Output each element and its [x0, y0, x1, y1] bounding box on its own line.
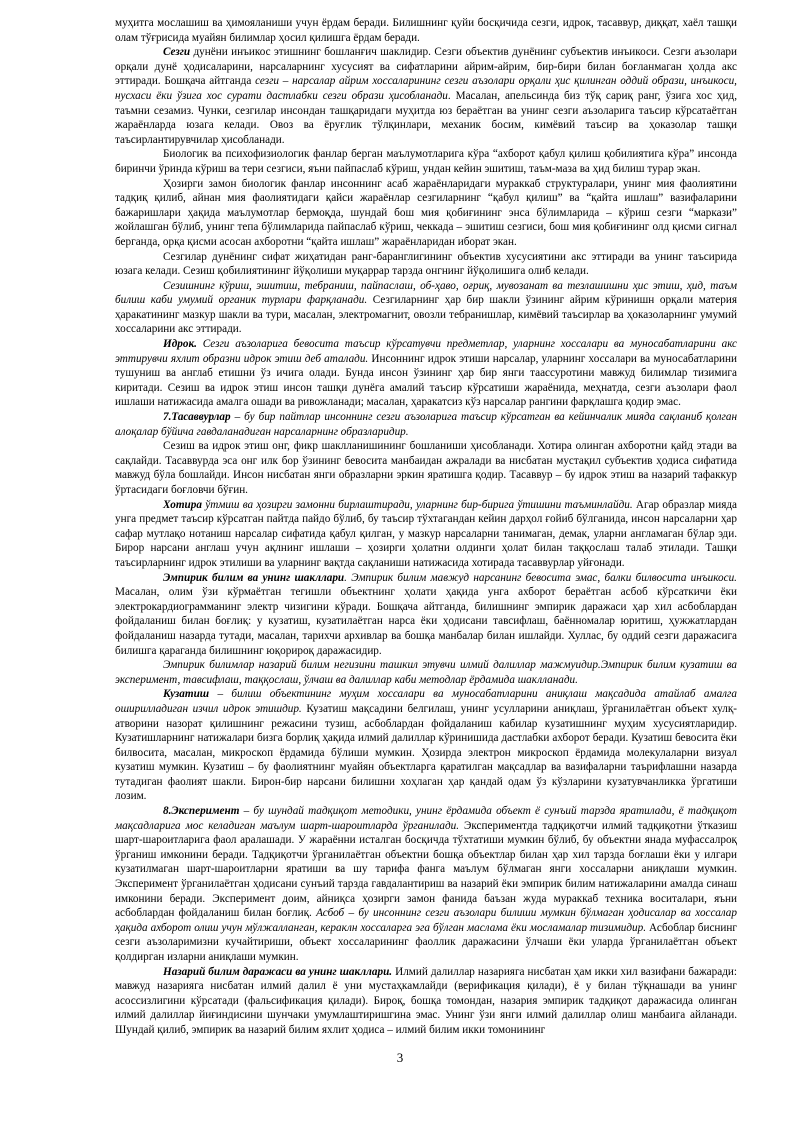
paragraph [115, 804, 737, 965]
italic-text: – билиш объектининг муҳим хоссалари ва муносабатларини аниқлаш мақсадида атайлаб амалга оширилладиган изчил идрок этишдир. [115, 688, 737, 715]
text-run: Асбоблар биснинг сезги аъзоларимизни кучайтириши, объект хоссаларининг фаоллик даражасини ўлчаши ёки уларда ўрганилаётган объект қолдирган изларни аниқлаши мумкин. [115, 921, 737, 963]
italic-text: Асбоб – бу инсоннинг сезги аъзолари билиши мумкин бўлмаган ҳодисалар ва хоссалар ҳақида ахборот олиш учун мўлжалланган, кераклн хоссаларга эга бўлган маслама ёки мосламалар тизимидир. [115, 907, 737, 934]
text-run: Кузатиш мақсадини белгилаш, унинг усулларини аниқлаш, ўрганилаётган объект хулқ-атворини назорат қилишнинг режасини тузиш, асбоблардан фойдаланиш кабилар кузатишнинг муҳим хусусиятларидир. Кузатишларнинг натижалари бизга борлиқ ҳақида илмий далиллар кўринишида дастлабки ахборот беради. Кузатиш бевосита ёки билвосита, масалан, микроскоп ёрдамида бўлиши мумкин. Ҳозирда электрон микроскоп ёрдамида молекулаларни визуал кузатиш мумкин. Кузатиш – бу фаолиятнинг муайян объектларга қаратилган мақсадлар ва вазифаларни таърифлашни назарда тутадиган фаолият шакли. Бирон-бир нарсани билишни хоҳлаган ҳар қандай одам ўз кўзларини кузатувчанликка ўргатиши лозим. [115, 702, 737, 803]
text-run: Агар образлар мияда унга предмет таъсир кўрсатган пайтда пайдо бўлиб, бу таъсир тўхтагандан кейин дарҳол ғойиб бўлганида, инсон нарсаларни ҳар сафар мутлақо нотаниш нарсалар сифатида қабул қилган, у мазкур нарсаларни танимаган, демак, уларни англамаган бўлар эди. Бирор нарсани англаш учун ақлнинг ишлаши – ҳозирги ҳолатни олдинги ҳолат билан таққослаш талаб этилади. Ташқи таъсирларнинг идрок этилиши ва уларнинг вақтда сақланиши натижасида хотирада тасаввурлар уйғонади. [115, 498, 737, 569]
text-run: Илмий далиллар назарияга нисбатан ҳам икки хил вазифани бажаради: мавжуд назарияга нисбатан илмий далил ё уни мустаҳкамлайди (верификация қилади), ё у билан тўқнашади ва унинг асоссизлигини кўрсатади (фальсификация қилади). Бироқ, бошқа томондан, назария эмпирик тадқиқот даражасида олинган илмий далиллар йиғиндисини шунчаки умумлаштиришгина эмас. Унинг ўзи янги илмий далиллар олиш манбаига айланади. Шундай қилиб, эмпирик ва назарий билим яхлит ҳодиса – илмий билим икки томонининг [115, 965, 737, 1036]
text-run: Экспериментда тадқиқотчи илмий тадқиқотни ўтказиш шарт-шароитларига фаол аралашади. У жараённи исталган босқичда тўхтатиши мумкин бўлиб, бу объектни янада муфассалроқ ўрганиш имконини беради. Тадқиқотчи ўрганилаётган объектни бошқа объектлар билан ҳар хил тарзда боғлаши ёки у илгари кузатилмаган шарт-шароитларни яратиши ва шу тарифа фанга маълум бўлмаган янги хоссаларни аниқлаши мумкин. Эксперимент ўрганилаётган ҳодисани сунъий тарзда гавдалантириш ва назарий ёки эмпирик билим натижаларини амалда синаш имконини беради. Эксперимент доим, айниқса ҳозирги замон фанида баъзан жуда мураккаб техника воситалари, яъни асбоблардан фойдаланиш билан боғлиқ. [115, 819, 738, 920]
text-run: . Масалан, апельсинда биз тўқ сариқ ранг, ўзига хос ҳид, таъмни сезамиз. Чунки, сезгилар инсондан ташқаридаги муҳитда юз бераётган ва унинг сезги аъзоларига таъсир кўрсатаётган жараёнларда юзага келади. Овоз ва ёруғлик тўлқинлари, механик босим, кимёвий таъсир ва ҳоказолар ташқи таъсирлантирувчилар ҳисобланади. [115, 89, 737, 146]
paragraph [115, 571, 737, 659]
paragraph [115, 439, 737, 497]
paragraph [115, 498, 737, 571]
italic-text: Эмпирик билимлар назарий билим негизини ташкил этувчи илмий далиллар мажмуидир.Эмпирик билим кузатиш ва эксперимент, тавсифлаш, таққослаш, ўлчаш ва далиллар каби методлар ёрдамида шаклланади. [115, 659, 737, 686]
term-heading: Кузатиш [163, 688, 210, 701]
paragraph [115, 279, 737, 337]
paragraph [115, 177, 737, 250]
term-heading: Эмпирик билим ва унинг шакллари [163, 571, 345, 584]
paragraph [115, 410, 737, 439]
term-heading: Сезги [163, 46, 191, 59]
text-run: Сезгиларнинг ҳар бир шакли ўзининг айрим кўринишн орқали материя ҳаракатининг мазкур шакли ва тури, масалан, электромагнит, овозли тебранишлар, кимёвий таъсирлар ва ҳоказоларнинг умумий хоссаларини акс эттиради. [115, 294, 737, 336]
term-heading: 7.Тасаввурлар [163, 411, 231, 424]
italic-text: Сезги аъзоларига бевосита таъсир кўрсатувчи предметлар, уларнинг хоссалари ва муносабатларини акс эттирувчи яхлит образни идрок этиш деб аталади. [115, 338, 737, 365]
italic-text: – бу шундай тадқиқот методики, унинг ёрдамида объект ё сунъий тарзда яратилади, ё тадқиқот мақсадларига мос келадиган маълум шарт-шароитларда ўрганилади. [115, 805, 737, 832]
term-heading: Назарий билим даражаси ва унинг шакллари. [163, 965, 393, 978]
italic-text: – бу бир пайтлар инсоннинг сезги аъзоларига таъсир кўрсатган ва кейинчалик мияда сақланиб қолган алоқалар бўйича гавдаланадиган нарсаларнинг образларидир. [115, 411, 737, 438]
paragraph [115, 337, 737, 410]
term-heading: Идрок. [163, 338, 197, 351]
italic-text: . Эмпирик билим мавжуд нарсанинг бевосита эмас, балки билвосита инъикоси. [344, 571, 737, 584]
text-run: Инсоннинг идрок этиши нарсалар, уларнинг хоссалари ва муносабатларини тушуниш ва англаб етишни ўз ичига олади. Бунда инсон ўзининг ҳар бир янги таассуротини мавжуд билимлар тизимига киритади. Сезиш ва идрок этиш инсон ташқи дунёга амалий таъсир кўрсатиши жараёнида, меҳнатда, сезги аъзолари фаол ишлаши натижасида амалга ошади ва ривожланади; масалан, ҳаракатсиз кўз нарсалар рангини фарқлашга қодир эмас. [115, 352, 737, 409]
paragraph [115, 16, 737, 45]
paragraph [115, 658, 737, 687]
term-heading: Хотира [163, 498, 202, 511]
italic-text: сезги – нарсалар айрим хоссаларининг сезги аъзолари орқали ҳис қилинган оддий образи, инъикоси, нусхаси ёки ўзига хос сурати дастлабки сезги образи ҳисобланади [115, 75, 737, 102]
text-run: муҳитга мослашиш ва ҳимояланиши учун ёрдам беради. Билишнинг қуйи босқичида сезги, идрок, тасаввур, диққат, хаёл ташқи олам тўғрисида муайян билимлар ҳосил қилишга ёрдам беради. [115, 17, 737, 44]
page-number: 3 [396, 1050, 404, 1065]
paragraph [115, 687, 737, 804]
text-run: Сезгилар дунёнинг сифат жиҳатидан ранг-баранглигининг объектив хусусиятини акс эттиради ва унинг таъсирида юзага келади. Сезиш қобилиятининг йўқолиши муқаррар тарзда онгнинг йўқолишига олиб келади. [115, 250, 737, 278]
term-heading: 8.Эксперимент [163, 805, 240, 818]
text-run: Масалан, олим ўзи кўрмаётган тегишли объектнинг ҳолати ҳақида унга ахборот бераётган асбоб кўрсаткичи ёки электрокардиограмманинг электр чизигини кўради. Бошқача айтганда, билишнинг эмпирик даражаси ҳар хил асбоблардан фойдаланиш билан боғлиқ: у кузатиш, кузатилаётган нарса ёки ҳодисани тавсифлаш, баённомалар юритиш, ҳужжатлардан фойдаланиш назарда тутади, масалан, тарихчи архивлар ва бошқа манбалар билан ишлайди. Хуллас, бу оддий сезги даражасига билишга қараганда билишнинг юқорироқ даражасидир. [115, 586, 737, 657]
paragraph [115, 250, 737, 279]
text-run: дунёни инъикос этишнинг бошланғич шаклидир. Сезги объектив дунёнинг субъектив инъикоси. Сезги аъзолари орқали дунё ҳодисаларини, нарсаларнинг хусусият ва сифатларини айрим-айрим, бир-бири билан боғланмаган ҳолда акс эттиради. Бошқача айтганда [115, 46, 737, 88]
paragraph [115, 147, 737, 176]
italic-text: ўтмиш ва ҳозирги замонни бирлаштиради, уларнинг бир-бирига ўтишини таъминлайди. [201, 498, 633, 511]
text-run: Сезиш ва идрок этиш онг, фикр шаклланишининг бошланиши ҳисобланади. Хотира олинган ахборотни қайд этади ва сақлайди. Тасаввурда эса онг илк бор ўзининг бевосита манбаидан ажралади ва нисбатан мустақил субъектив ҳодиса сифатида мавжуд бўла бошлайди. Инсон нисбатан янги образларни эркин яратишга қодир. Тасаввур – бу идрок этиш ва назарий тафаккур ўртасидаги боғловчи бўғин. [115, 440, 737, 496]
italic-text: Сезишнинг кўриш, эшитиш, тебраниш, пайпаслаш, об-ҳаво, оғриқ, мувозанат ва тезлашишни ҳис этиш, ҳид, таъм билиш каби умумий органик турлари фарқланади. [115, 279, 737, 307]
text-run: Ҳозирги замон биологик фанлар инсоннинг асаб жараёнларидаги мураккаб структуралари, унинг мия фаолиятини тадқиқ қилиб, айнан мия фаолиятидаги қайси жараёнлар сезгиларнинг “қабул қилиш” ва “қайта ишлаш” вазифаларини бажаришлари ҳақида маълумотлар бермоқда, шундай бош мия қобиғининг энса бўлимларида – кўриш сезги “маркази” жойлашган бўлиб, унинг тепа бўлимларида пайпаслаб кўриш, чеккада – эшитиш сезгиси, бош мия қобиғининг олд қисми сигнал берганда, орқа қисми асосан ахборотни “қайта ишлаш” жараёнларидан иборат экан. [115, 177, 737, 248]
paragraph [115, 45, 737, 147]
text-run: Биологик ва психофизиологик фанлар берган маълумотларига кўра “ахборот қабул қилиш қобилиятига кўра” инсонда биринчи ўринда кўриш ва тери сезгиси, яъни пайпаслаб кўриш, ундан кейин эшитиш, таъм-маза ва ҳид билиш турар экан. [115, 148, 737, 175]
paragraph [115, 965, 737, 1038]
document-body [115, 16, 737, 1038]
